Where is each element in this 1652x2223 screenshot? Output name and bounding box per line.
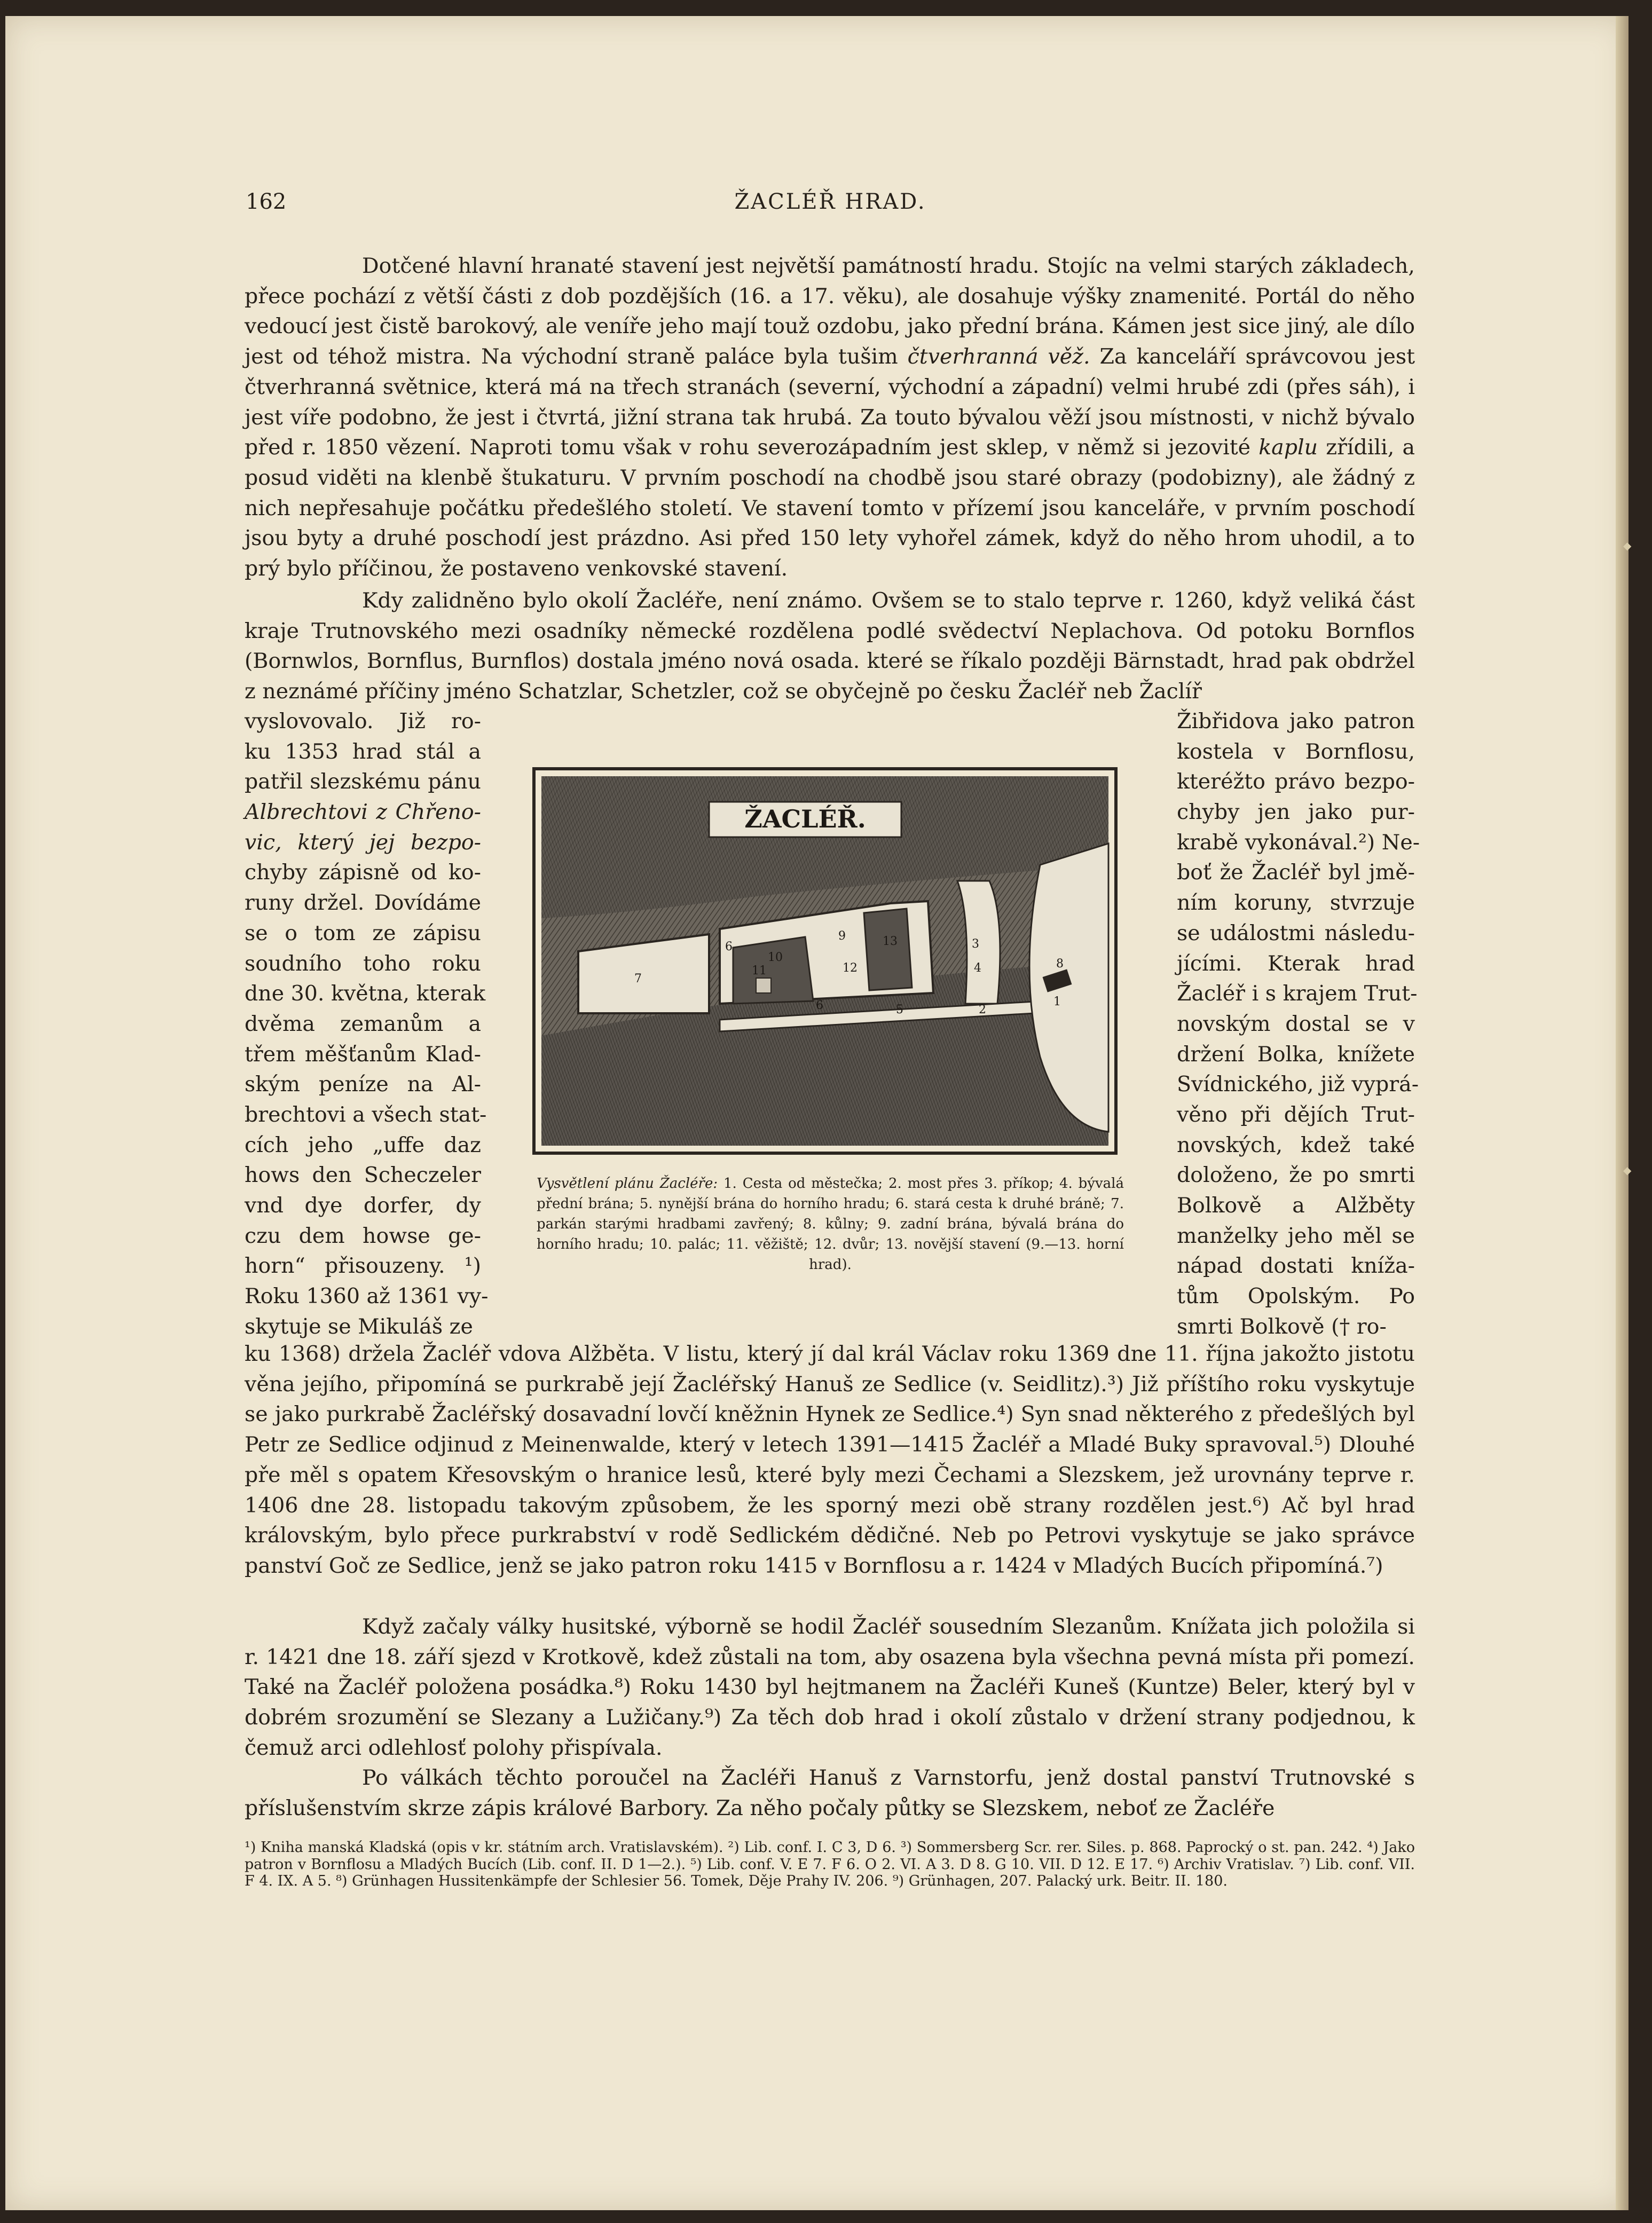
right-col-line: kteréžto právo bezpo- [1177,769,1415,794]
running-title: ŽACLÉŘ HRAD. [734,190,926,214]
left-col-line: soudního toho roku [245,951,481,976]
plan-label-6a: 6 [725,940,733,953]
right-col-line: krabě vykonával.²) Ne- [1177,830,1420,855]
right-col-line: novských, kdež také [1177,1132,1415,1157]
right-col-line: nápad dostati kníža- [1177,1254,1415,1279]
plan-label-13: 13 [883,935,898,948]
right-col-line: Žibřidova jako patron [1177,709,1415,734]
left-col-line: czu dem howse ge- [245,1223,481,1248]
right-col-line: ním koruny, stvrzuje [1177,890,1415,916]
plan-label-9: 9 [838,929,846,943]
castle-plan-figure [528,758,1122,1164]
figure-caption [537,1173,1124,1275]
left-column-text [245,706,489,1342]
plan-label-4: 4 [974,961,981,975]
right-col-line: manželky jeho měl se [1177,1223,1415,1248]
left-col-line: chyby zápisně od ko- [245,860,481,885]
right-col-line: se událostmi následu- [1177,920,1415,945]
paragraph-1-text-b: Za kanceláří správcovou jest čtverhranná světnice, která má na třech stranách (severní, východní a západní) velmi hrubé zdi (přes sáh), i jest víře podobno, že jest i čtvrtá, jižní strana tak hrubá. Za touto bývalou věží jsou místnosti, v nichž bývalo před r. 1850 vězení. Naproti tomu však v rohu severozápadním jest sklep, v němž si jezovité [245,344,1415,460]
plan-label-12: 12 [843,961,858,975]
figure-tower-site [756,978,771,993]
paragraph-4: Když začaly války husitské, výborně se hodil Žacléř sousedním Slezanům. Knížata jich položila si r. 1421 dne 18. září sjezd v Krotkově, kdež zůstali na tom, aby osazena byla všechna pevná místa při pomezí. Také na Žacléř položena posádka.⁸) Roku 1430 byl hejtmanem na Žacléři Kuneš (Kuntze) Beler, který byl v dobrém srozumění se Slezany a Lužičany.⁹) Za těch dob hrad i okolí zůstalo v držení strany podjednou, k čemuž arci odlehlosť polohy přispívala. [245,1614,1415,1760]
right-col-line: boť že Žacléř byl jmě- [1177,860,1415,885]
right-col-line: doloženo, že po smrti [1177,1163,1415,1188]
right-col-line: novským dostal se v [1177,1011,1415,1036]
left-col-line: vic, který jej bezpo- [245,830,481,855]
left-col-line: Roku 1360 až 1361 vy- [245,1284,489,1309]
paragraph-1-text-c: zřídili, a posud viděti na klenbě štukaturu. V prvním poschodí na chodbě jsou staré obrazy (podobizny), ale žádný z nich nepřesahuje počátku předešlého století. Ve stavení tomto v přízemí jsou kanceláře, v prvním poschodí jsou byty a druhé poschodí jest prázdno. Asi před 150 lety vyhořel zámek, když do něho hrom uhodil, a to prý bylo příčinou, že postaveno venkovské stavení. [245,435,1415,581]
right-col-line: držení Bolka, knížete [1177,1042,1415,1067]
left-col-line: hows den Scheczeler [245,1163,481,1188]
paragraph-1-emphasis-b: kaplu [1258,435,1318,460]
figure-new-building [864,909,912,990]
left-col-line: vnd dye dorfer, dy [245,1193,481,1218]
paragraph-1-text-a: Dotčené hlavní hranaté stavení jest největší památností hradu. Stojíc na velmi starých základech, přece pochází z větší části z dob pozdějších (16. a 17. věku), ale dosahuje výšky znamenité. Portál do něho vedoucí jest čistě barokový, ale veníře jeho mají touž ozdobu, jako přední brána. Kámen jest sice jiný, ale dílo jest od téhož mistra. Na východní straně paláce byla tušim [245,254,1415,369]
plan-label-1: 1 [1053,995,1061,1008]
plan-label-8: 8 [1056,957,1064,971]
left-col-line: ku 1353 hrad stál a [245,739,481,764]
book-spine-edge [1616,16,1632,2210]
running-header [246,190,1415,222]
figure-palace [733,937,813,1004]
paragraph-1 [245,251,1415,584]
plan-label-10: 10 [768,951,783,964]
figure-caption-label: Vysvětlení plánu Žacléře: [537,1176,718,1192]
page-number: 162 [246,190,287,214]
left-col-line: skytuje se Mikuláš ze [245,1314,473,1339]
plan-label-3: 3 [972,937,979,951]
footnotes: ¹) Kniha manská Kladská (opis v kr. státním arch. Vratislavském). ²) Lib. conf. I. C 3, D 6. ³) Sommersberg Scr. rer. Siles. p. 868. Paprocký o st. pan. 242. ⁴) Jako patron v Bornflosu a Mladých Bucích (Lib. conf. II. D 1—2.). ⁵) Lib. conf. V. E 7. F 6. O 2. VI. A 3. D 8. G 10. VII. D 12. E 17. ⁶) Archiv Vratislav. ⁷) Lib. conf. VII. F 4. IX. A 5. ⁸) Grünhagen Hussitenkämpfe der Schlesier 56. Tomek, Děje Prahy IV. 206. ⁹) Grünhagen, 207. Palacký urk. Beitr. II. 180. [245,1839,1415,1889]
right-col-line: kostela v Bornflosu, [1177,739,1415,764]
paragraph-3: ku 1368) držela Žacléř vdova Alžběta. V listu, který jí dal král Václav roku 1369 dne 11. října jakožto jistotu věna jejího, připomíná se purkrabě její Žacléřský Hanuš ze Sedlice (v. Seidlitz).³) Již příštího roku vyskytuje se jako purkrabě Žacléřský dosavadní lovčí kněžnin Hynek ze Sedlice.⁴) Syn snad některého z předešlých byl Petr ze Sedlice odjinud z Meinenwalde, který v letech 1391—1415 Žacléř a Mladé Buky spravoval.⁵) Dlouhé pře měl s opatem Křesovským o hranice lesů, které byly mezi Čechami a Slezskem, jež urovnány teprve r. 1406 dne 28. listopadu takovým způsobem, že les sporný mezi obě strany rozdělen jest.⁶) Ač byl hrad královským, bylo přece purkrabství v rodě Sedlickém dědičné. Neb po Petrovi vyskytuje se jako správce panství Goč ze Sedlice, jenž se jako patron roku 1415 v Bornflosu a r. 1424 v Mladých Bucích připomíná.⁷) [245,1342,1415,1578]
right-col-line: věno při dějích Trut- [1177,1102,1415,1127]
left-col-line: Albrechtovi z Chřeno- [245,800,481,825]
plan-label-7: 7 [634,972,642,986]
plan-label-5: 5 [896,1003,903,1016]
left-col-line: cích jeho „uffe daz [245,1132,481,1157]
right-col-line: chyby jen jako pur- [1177,800,1415,825]
left-col-line: horn“ přisouzeny. ¹) [245,1254,481,1279]
left-col-line: třem měšťanům Klad- [245,1042,481,1067]
right-column-text [1177,706,1420,1342]
figure-title: ŽACLÉŘ. [744,805,866,833]
left-col-line: patřil slezskému pánu [245,769,481,794]
paragraph-5: Po válkách těchto poroučel na Žacléři Hanuš z Varnstorfu, jenž dostal panství Trutnovské s příslušenstvím skrze zápis králové Barbory. Za něho počaly půtky se Slezskem, neboť ze Žacléře [245,1765,1415,1820]
right-col-line: jícími. Kterak hrad [1177,951,1415,976]
right-col-line: smrti Bolkově († ro- [1177,1314,1387,1339]
plan-label-2: 2 [979,1003,986,1016]
left-col-line: brechtovi a všech stat- [245,1102,487,1127]
right-col-line: tům Opolským. Po [1177,1284,1415,1309]
paragraph-2: Kdy zalidněno bylo okolí Žacléře, není známo. Ovšem se to stalo teprve r. 1260, když veliká část kraje Trutnovského mezi osadníky německé rozdělena podlé svědectví Neplachova. Od potoku Bornflos (Bornwlos, Bornflus, Burnflos) dostala jméno nová osada. které se říkalo později Bärnstadt, hrad pak obdržel z neznámé příčiny jméno Schatzlar, Schetzler, což se obyčejně po česku Žacléř neb Žaclíř [245,588,1415,704]
right-col-line: Žacléř i s krajem Trut- [1177,981,1418,1006]
paragraph-1-emphasis-a: čtverhranná věž. [907,344,1090,369]
margin-tab-mark: ◆ [1623,539,1632,552]
plan-label-11: 11 [752,964,767,978]
plan-label-6b: 6 [816,999,823,1012]
figure-caption-text: 1. Cesta od městečka; 2. most přes 3. příkop; 4. bývalá přední brána; 5. nynější brána do horního hradu; 6. stará cesta k druhé bráně; 7. parkán starými hradbami zavřený; 8. kůlny; 9. zadní brána, bývalá brána do horního hradu; 10. palác; 11. věžiště; 12. dvůr; 13. novější stavení (9.—13. horní hrad). [537,1176,1124,1273]
right-col-line: Svídnického, již vyprá- [1177,1072,1419,1097]
left-col-line: dvěma zemanům a [245,1011,481,1036]
left-col-line: dne 30. května, kterak [245,981,486,1006]
margin-tab-mark: ◆ [1623,1164,1632,1177]
left-col-line: ským peníze na Al- [245,1072,481,1097]
left-col-line: se o tom ze zápisu [245,920,481,945]
left-col-line: vyslovovalo. Již ro- [245,709,481,734]
right-col-line: Bolkově a Alžběty [1177,1193,1415,1218]
left-col-line: runy držel. Dovídáme [245,890,481,916]
